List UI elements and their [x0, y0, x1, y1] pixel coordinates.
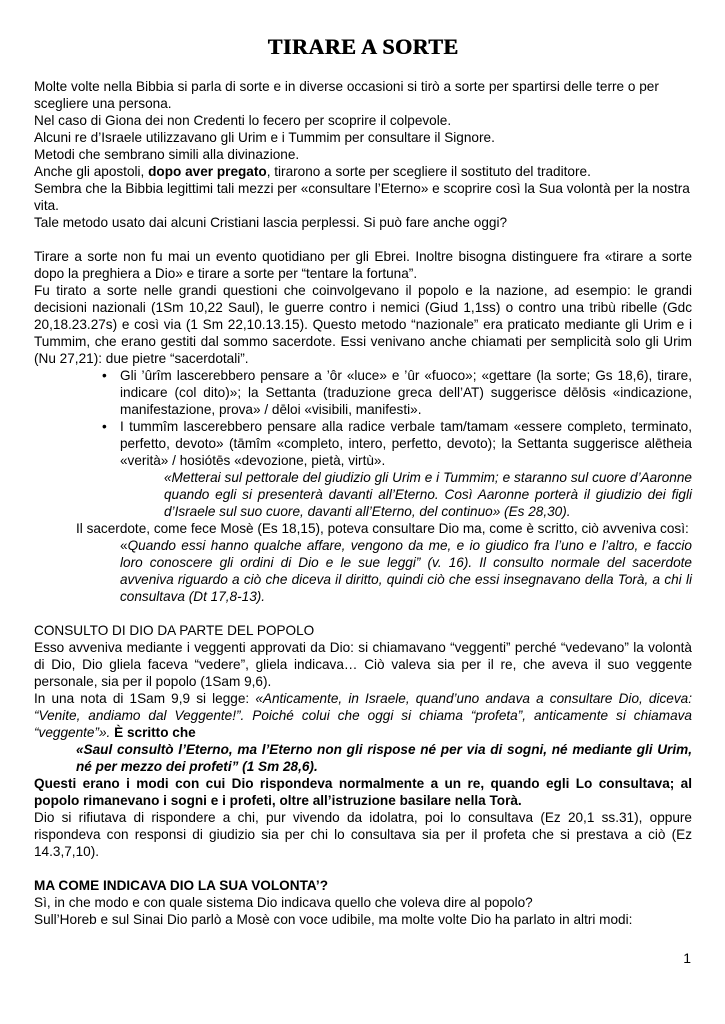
block-quote [34, 469, 692, 520]
block-quote [34, 537, 692, 605]
bullet-icon: • [102, 368, 107, 383]
paragraph: Tirare a sorte non fu mai un evento quotidiano per gli Ebrei. Inoltre bisogna distinguere fra «tirare a sorte dopo la preghiera a Dio» e tirare a sorte per “tentare la fortuna”. [34, 249, 692, 281]
paragraph: Il sacerdote, come fece Mosè (Es 18,15), poteva consultare Dio ma, come è scritto, ciò avveniva così: [76, 521, 689, 536]
page-title: TIRARE A SORTE [267, 34, 459, 59]
quote-text: «Metterai sul pettorale del giudizio gli Urim e i Tummim; e staranno sul cuore d’Aaronne quando egli si presenterà davanti all’Eterno. Così Aaronne porterà il giudizio dei figli d’Israele sul suo cuore, davanti all’Eterno, del continuo» (Es 28,30). [164, 470, 692, 519]
intro-bold-text: dopo aver pregato [148, 164, 267, 179]
paragraph [34, 775, 692, 809]
paragraph: Sì, in che modo e con quale sistema Dio indicava quello che voleva dire al popolo? [34, 895, 533, 910]
block-quote: «Saul consultò l’Eterno, ma l’Eterno non gli rispose né per via di sogni, né mediante gli Urim, né per mezzo dei profeti” (1 Sm 28,6). [76, 742, 692, 774]
bold-text: Questi erano i modi con cui Dio rispondeva normalmente a un re, quando egli Lo consultava; al popolo rimanevano i sogni e i profeti, oltre all’istruzione basilare nella Torà. [34, 776, 692, 808]
intro-line: Tale metodo usato dai alcuni Cristiani lascia perplessi. Si può fare anche oggi? [34, 215, 508, 230]
intro-line: Molte volte nella Bibbia si parla di sorte e in diverse occasioni si tirò a sorte per spartirsi delle terre o per scegliere una persona. [34, 79, 659, 111]
intro-line: Alcuni re d’Israele utilizzavano gli Urim e i Tummim per consultare il Signore. [34, 130, 495, 145]
paragraph: Dio si rifiutava di rispondere a chi, pur vivendo da idolatra, poi lo consultava (Ez 20,1 ss.31), oppure rispondeva con responsi di giudizio sia per chi lo consultava sia per il profeta che si prestava a ciò (Ez 14.3,7,10). [34, 810, 692, 859]
page-number: 1 [683, 950, 691, 966]
paragraph [34, 690, 692, 741]
quote-open-mark: « [120, 538, 128, 553]
bold-text: È scritto che [110, 725, 196, 740]
paragraph: Esso avveniva mediante i veggenti approvati da Dio: si chiamavano “veggenti” perché “vedevano” la volontà di Dio, Dio gliela faceva “vedere”, gliela indicava… Ciò valeva sia per il re, che aveva il suo veggente personale, sia per il popolo (1Sam 9,6). [34, 640, 692, 689]
paragraph-text: In una nota di 1Sam 9,9 si legge: [34, 691, 256, 706]
intro-line: Metodi che sembrano simili alla divinazione. [34, 147, 300, 162]
bullet-icon: • [102, 419, 107, 434]
section-heading [34, 877, 692, 894]
list-item-text: I tummîm lascerebbero pensare alla radice verbale tam/tamam «essere completo, terminato, perfetto, devoto» (tāmîm «completo, intero, perfetto, devoto); la Settanta suggerisce alētheia «verità» / hosiótēs «devozione, pietà, virtù». [120, 419, 692, 468]
intro-line: Sembra che la Bibbia legittimi tali mezzi per «consultare l’Eterno» e scoprire così la Sua volontà per la nostra vita. [34, 181, 690, 213]
quote-text: «Anticamente, in Israele, quand’uno andava a consultare Dio, diceva: “Venite, andiamo dal Veggente!”. Poiché colui che oggi si chiama “profeta”, anticamente si chiamava “veggente”». [34, 691, 692, 740]
intro-line: Nel caso di Giona dei non Credenti lo fecero per scoprire il colpevole. [34, 113, 452, 128]
intro-line [34, 163, 692, 180]
bullet-list [34, 367, 692, 469]
section-heading: CONSULTO DI DIO DA PARTE DEL POPOLO [34, 623, 315, 638]
list-item [34, 367, 692, 418]
list-item [34, 418, 692, 469]
list-item-text: Gli ’ûrîm lascerebbero pensare a ’ôr «luce» e ’ûr «fuoco»; «gettare (la sorte; Gs 18,6), tirare, indicare (col dito)»; la Settanta (traduzione greca dell’AT) suggerisce dēlōsis «indicazione, manifestazione, prova» / dēloi «visibili, manifesti». [120, 368, 692, 417]
intro-text: Anche gli apostoli, [34, 164, 149, 179]
heading-text: MA COME INDICAVA DIO LA SUA VOLONTA’? [34, 878, 329, 893]
quote-text: Quando essi hanno qualche affare, vengono da me, e io giudico fra l’uno e l’altro, e faccio loro conoscere gli ordini di Dio e le sue leggi” (v. 16). Il consulto normale del sacerdote avveniva riguardo a ciò che diceva il diritto, quindi ciò che essi insegnavano della Torà, a chi li consultava (Dt 17,8-13). [120, 538, 692, 604]
paragraph: Fu tirato a sorte nelle grandi questioni che coinvolgevano il popolo e la nazione, ad esempio: le grandi decisioni nazionali (1Sm 10,22 Saul), le guerre contro i nemici (Giud 1,1ss) o contro una tribù ribelle (Gdc 20,18.23.27s) e così via (1 Sm 22,10.13.15). Questo metodo “nazionale” era praticato mediante gli Urim e i Tummim, che erano gestiti dal sommo sacerdote. Essi venivano anche chiamati per semplicità solo gli Urim (Nu 27,21): due pietre “sacerdotali”. [34, 283, 692, 366]
document-page [34, 30, 692, 928]
paragraph: Sull’Horeb e sul Sinai Dio parlò a Mosè con voce udibile, ma molte volte Dio ha parlato in altri modi: [34, 912, 633, 927]
intro-text: , tirarono a sorte per scegliere il sostituto del traditore. [266, 164, 591, 179]
